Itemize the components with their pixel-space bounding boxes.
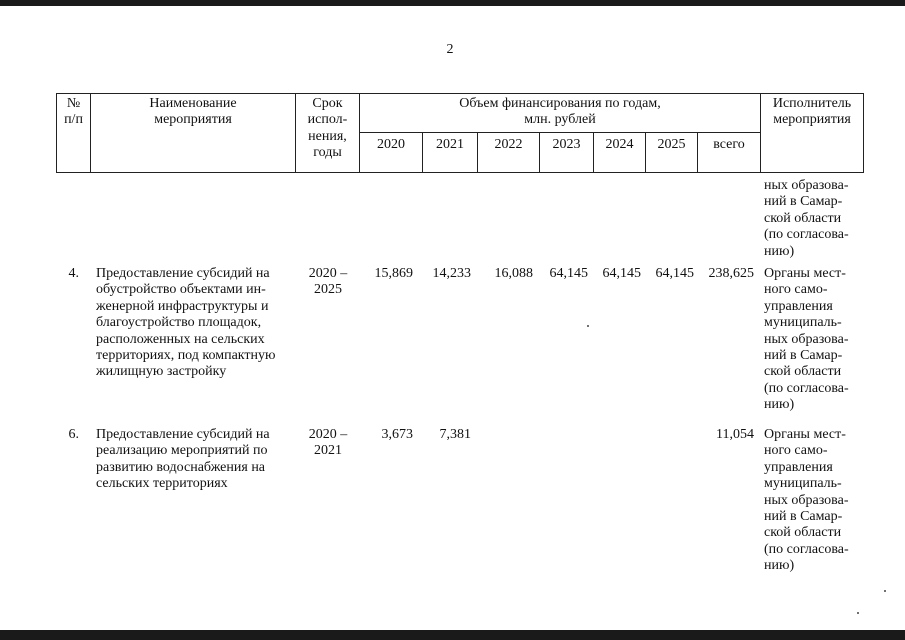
executor-line: управления: [764, 298, 833, 314]
years-row-top-border: [359, 132, 761, 133]
header-num-line: №: [66, 96, 81, 111]
header-name-line: мероприятия: [154, 112, 232, 128]
row-4-executor: [764, 266, 860, 414]
scan-top-border: [0, 0, 905, 6]
header-year-2021: 2021: [436, 137, 464, 152]
executor-line: (по согласова-: [764, 380, 849, 396]
executor-line: муниципаль-: [764, 315, 842, 331]
term-line: 2020 –: [308, 427, 348, 442]
header-term-line: испол-: [307, 112, 348, 128]
row-6-value-2021: 7,381: [439, 427, 471, 442]
executor-line: ской области: [764, 210, 842, 226]
name-line: обустройство объектами ин-: [96, 282, 266, 298]
header-num: [57, 96, 90, 129]
table-border-right: [863, 93, 864, 173]
row-6-name: [96, 427, 292, 493]
name-line: развитию водоснабжения на: [96, 459, 266, 475]
header-executor-line: мероприятия: [773, 112, 851, 128]
row-6-value-2020: 3,673: [381, 427, 413, 442]
row-6-value-total: 11,054: [716, 427, 754, 442]
row-4-value-2025: 64,145: [655, 266, 694, 281]
table-border-top: [56, 93, 864, 94]
continuation-executor: [764, 178, 860, 260]
name-line: Предоставление субсидий на: [96, 266, 270, 281]
executor-line: ской области: [764, 525, 842, 541]
header-name: [91, 96, 295, 129]
executor-line: нию): [764, 558, 795, 574]
name-line: Предоставление субсидий на: [96, 427, 270, 442]
executor-line: муниципаль-: [764, 476, 842, 492]
term-line: 2021: [314, 443, 342, 459]
scan-speck: [884, 590, 886, 592]
scan-bottom-border: [0, 630, 905, 640]
executor-line: ний в Самар-: [764, 194, 843, 210]
scan-speck: [587, 325, 589, 327]
row-4-name: [96, 266, 292, 381]
row-4-value-2024: 64,145: [602, 266, 641, 281]
row-6-num: 6.: [68, 427, 79, 442]
name-line: расположенных на сельских: [96, 331, 265, 347]
scan-speck: [857, 612, 859, 614]
row-4-value-2022: 16,088: [494, 266, 533, 281]
executor-line: нию): [764, 397, 795, 413]
header-term-line: нения,: [308, 128, 347, 144]
executor-line: ний в Самар-: [764, 509, 843, 525]
row-4-value-2020: 15,869: [374, 266, 413, 281]
row-4-term: [297, 266, 359, 299]
executor-line: Органы мест-: [764, 266, 846, 281]
term-line: 2025: [314, 282, 342, 298]
name-line: жилищную застройку: [96, 364, 227, 380]
header-term-line: Срок: [312, 96, 343, 111]
page-number: 2: [446, 42, 454, 57]
name-line: благоустройство площадок,: [96, 315, 262, 331]
name-line: сельских территориях: [96, 476, 228, 492]
header-executor-line: Исполнитель: [772, 96, 852, 111]
header-funding-line: Объем финансирования по годам,: [459, 96, 661, 111]
header-year-2020: 2020: [377, 137, 405, 152]
executor-line: ных образова-: [764, 331, 849, 347]
row-4-value-2023: 64,145: [549, 266, 588, 281]
row-6-term: [297, 427, 359, 460]
header-executor: [761, 96, 863, 129]
header-year-2022: 2022: [494, 137, 523, 152]
header-funding-line: млн. рублей: [524, 112, 596, 128]
header-name-line: Наименование: [149, 96, 237, 111]
header-bottom-border: [56, 172, 864, 173]
term-line: 2020 –: [308, 266, 348, 281]
executor-line: Органы мест-: [764, 427, 846, 442]
row-4-value-total: 238,625: [708, 266, 754, 281]
header-total: всего: [713, 137, 745, 152]
executor-line: ных образова-: [764, 178, 849, 193]
executor-line: ний в Самар-: [764, 348, 843, 364]
header-num-line: п/п: [64, 112, 83, 128]
row-6-executor: [764, 427, 860, 575]
name-line: женерной инфраструктуры и: [96, 298, 269, 314]
header-year-2024: 2024: [605, 137, 634, 152]
header-funding: [360, 96, 760, 129]
header-year-2023: 2023: [552, 137, 581, 152]
executor-line: ных образова-: [764, 492, 849, 508]
executor-line: нию): [764, 243, 795, 259]
header-year-2025: 2025: [657, 137, 686, 152]
executor-line: ного само-: [764, 443, 828, 459]
executor-line: (по согласова-: [764, 227, 849, 243]
executor-line: (по согласова-: [764, 541, 849, 557]
executor-line: ного само-: [764, 282, 828, 298]
executor-line: ской области: [764, 364, 842, 380]
row-4-num: 4.: [68, 266, 79, 281]
header-term-line: годы: [313, 145, 342, 161]
name-line: реализацию мероприятий по: [96, 443, 268, 459]
row-4-value-2021: 14,233: [432, 266, 471, 281]
name-line: территориях, под компактную: [96, 348, 276, 364]
header-term: [296, 96, 359, 162]
executor-line: управления: [764, 459, 833, 475]
